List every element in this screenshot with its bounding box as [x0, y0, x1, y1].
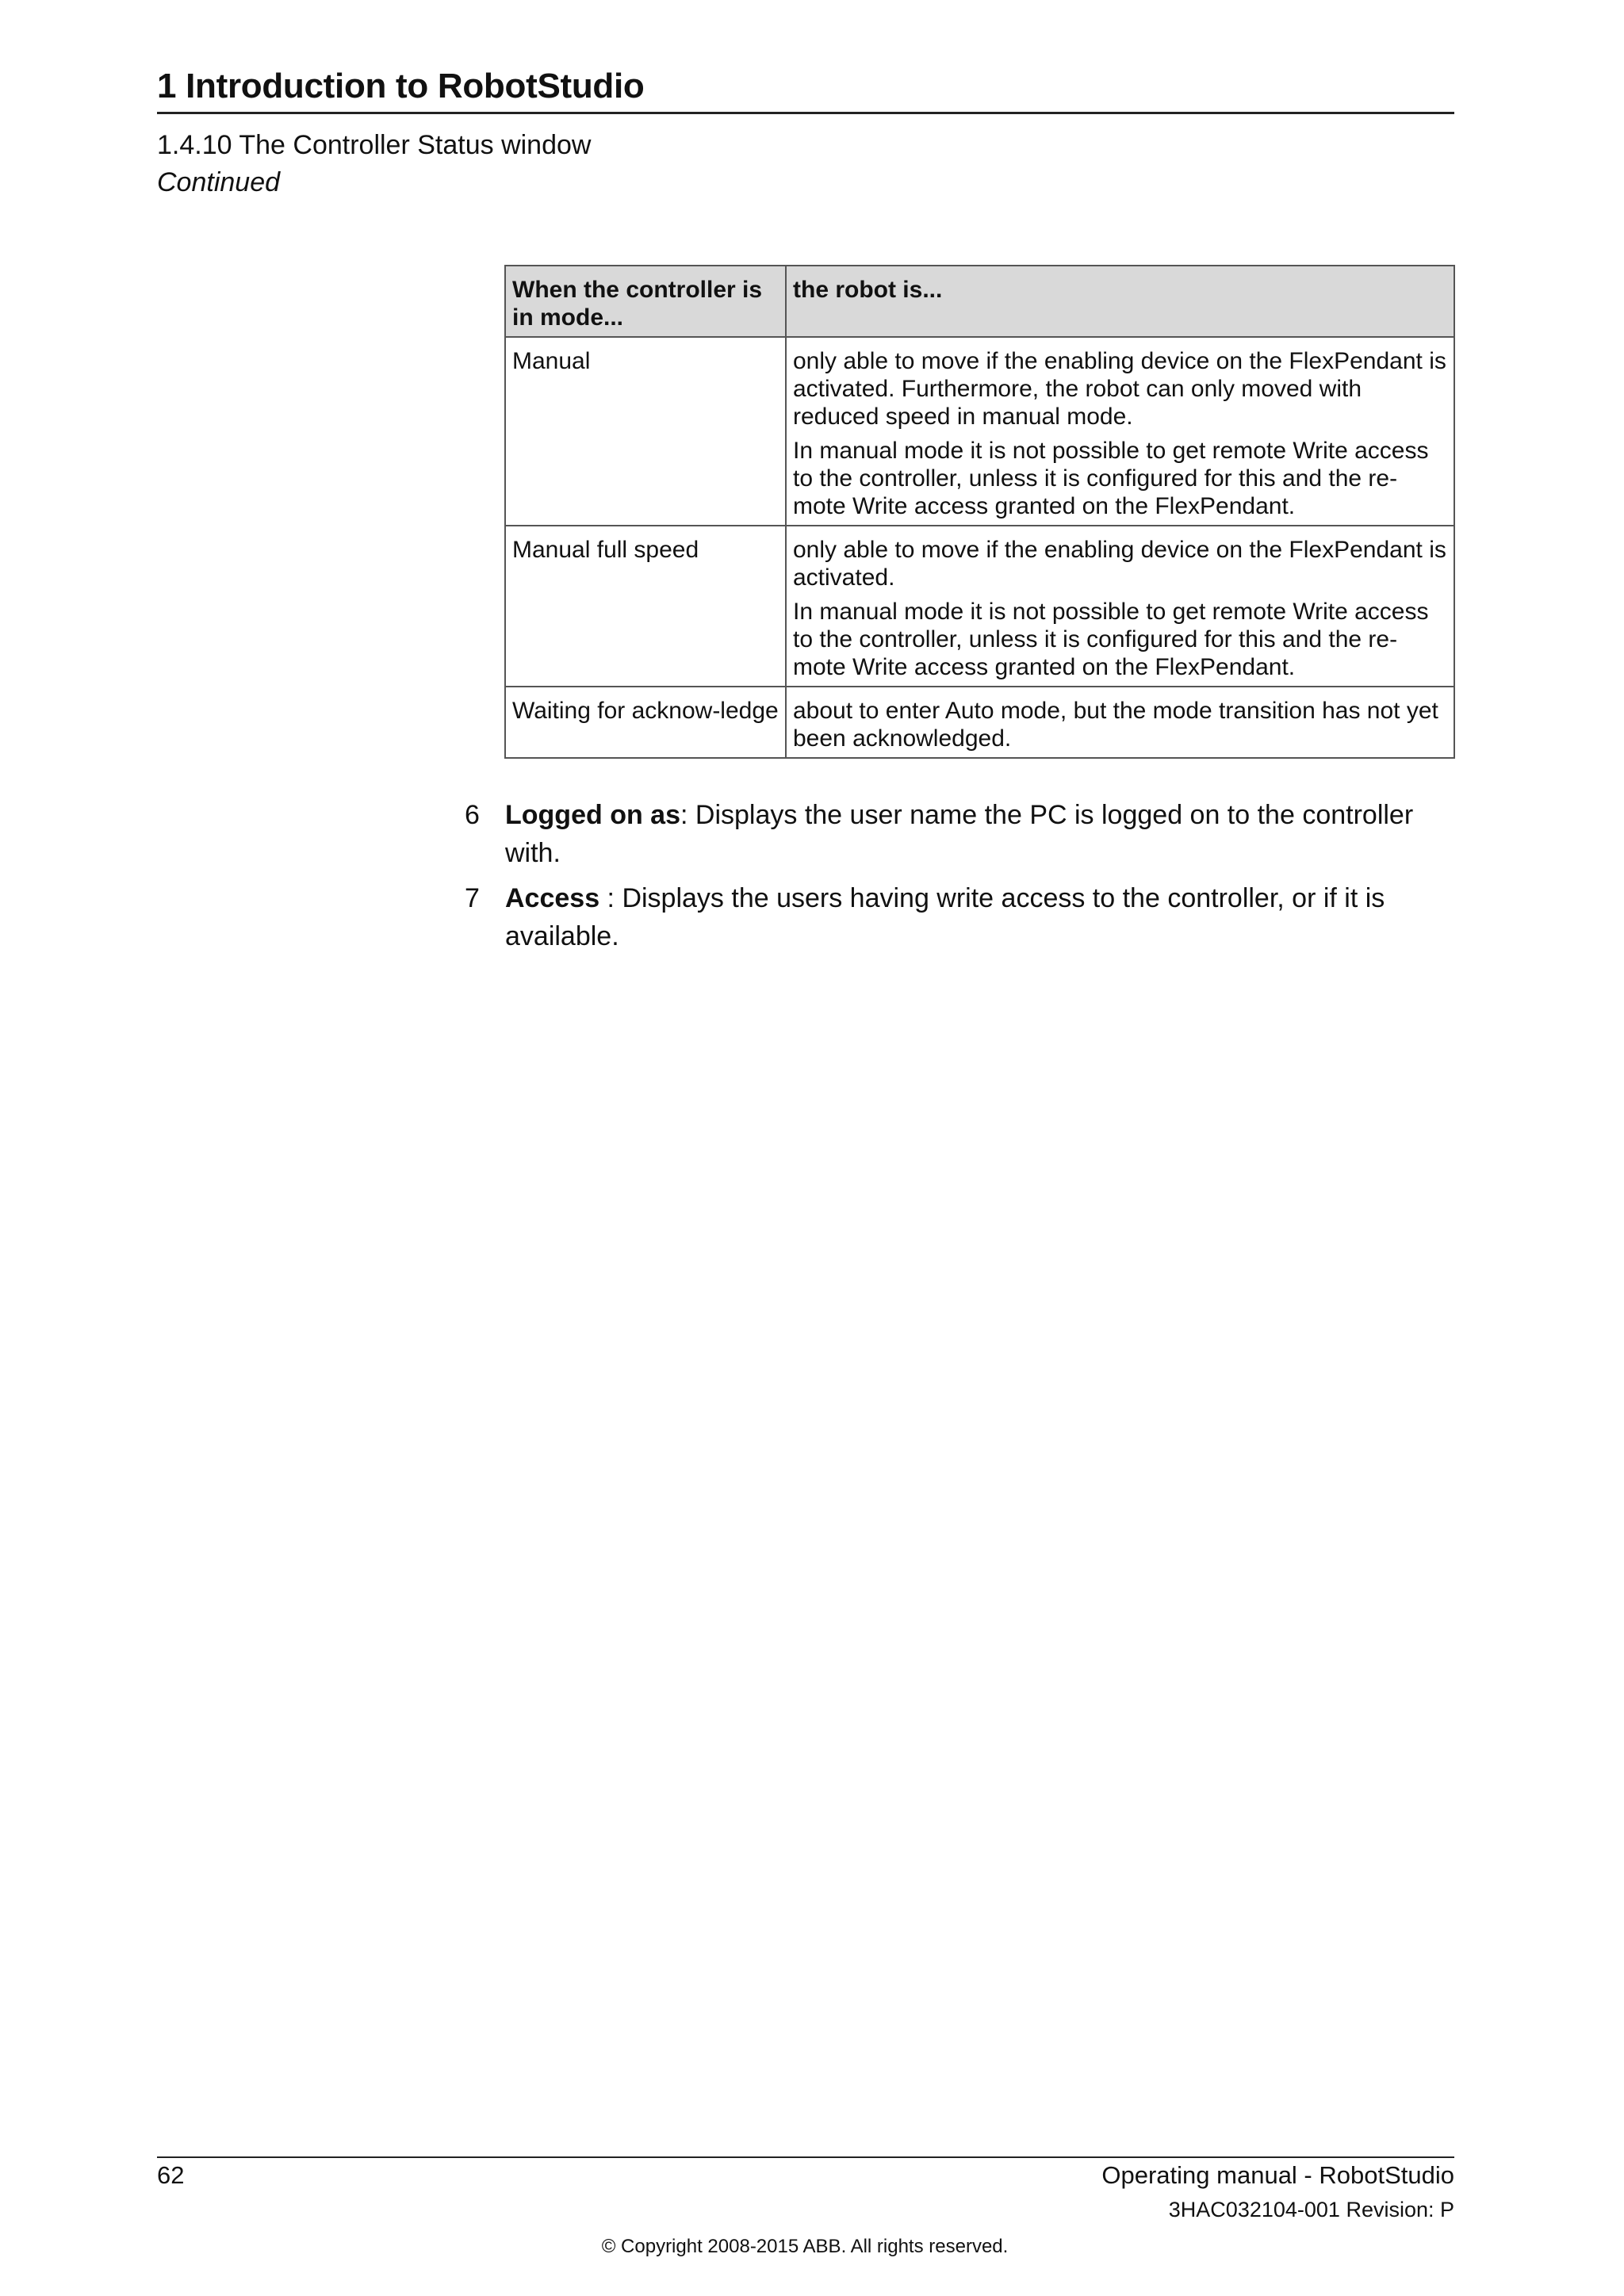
copyright-notice: © Copyright 2008-2015 ABB. All rights reserved.: [601, 2236, 1009, 2257]
step-description: : Displays the user name the PC is logged on to the controller with.: [505, 800, 1414, 868]
table-row: [505, 526, 1454, 687]
step-text: [505, 879, 1456, 955]
column-header-mode: When the controller is in mode...: [505, 266, 786, 337]
step-description: : Displays the users having write access to the controller, or if it is available.: [505, 883, 1385, 951]
step-access: [465, 879, 1456, 955]
manual-title: Operating manual - RobotStudio: [1101, 2161, 1454, 2189]
description-paragraph: only able to move if the enabling device on the FlexPendant is activated.: [793, 537, 1446, 591]
mode-cell: Manual full speed: [505, 526, 786, 687]
table-row: [505, 337, 1454, 526]
description-paragraph: only able to move if the enabling device on the FlexPendant is activated. Furthermore, the robot can only moved with reduced speed in manual mode.: [793, 348, 1446, 430]
table-header-row: [505, 266, 1454, 337]
description-paragraph: about to enter Auto mode, but the mode transition has not yet been acknowledged.: [793, 698, 1438, 752]
table-row: [505, 687, 1454, 758]
continued-label: Continued: [157, 167, 281, 197]
step-number: 6: [465, 800, 480, 830]
description-cell: [786, 337, 1454, 526]
chapter-title: 1 Introduction to RobotStudio: [157, 67, 645, 105]
controller-mode-table: [504, 265, 1455, 759]
document-id: 3HAC032104-001 Revision: P: [1168, 2198, 1454, 2221]
column-header-robot: the robot is...: [786, 266, 1454, 337]
mode-cell: Waiting for acknow-ledge: [505, 687, 786, 758]
step-term: Logged on as: [505, 800, 680, 830]
description-paragraph: In manual mode it is not possible to get remote Write access to the controller, unless it is configured for this and the re-mote Write access granted on the FlexPendant.: [793, 438, 1429, 519]
footer-divider: [157, 2156, 1454, 2158]
section-title: 1.4.10 The Controller Status window: [157, 130, 592, 160]
step-number: 7: [465, 883, 480, 913]
step-logged-on-as: [465, 796, 1456, 872]
mode-cell: Manual: [505, 337, 786, 526]
description-cell: [786, 526, 1454, 687]
step-term: Access: [505, 883, 600, 913]
description-cell: [786, 687, 1454, 758]
page-number: 62: [157, 2161, 185, 2189]
description-paragraph: In manual mode it is not possible to get remote Write access to the controller, unless it is configured for this and the re-mote Write access granted on the FlexPendant.: [793, 599, 1429, 680]
chapter-divider: [157, 112, 1454, 114]
step-text: [505, 796, 1456, 872]
